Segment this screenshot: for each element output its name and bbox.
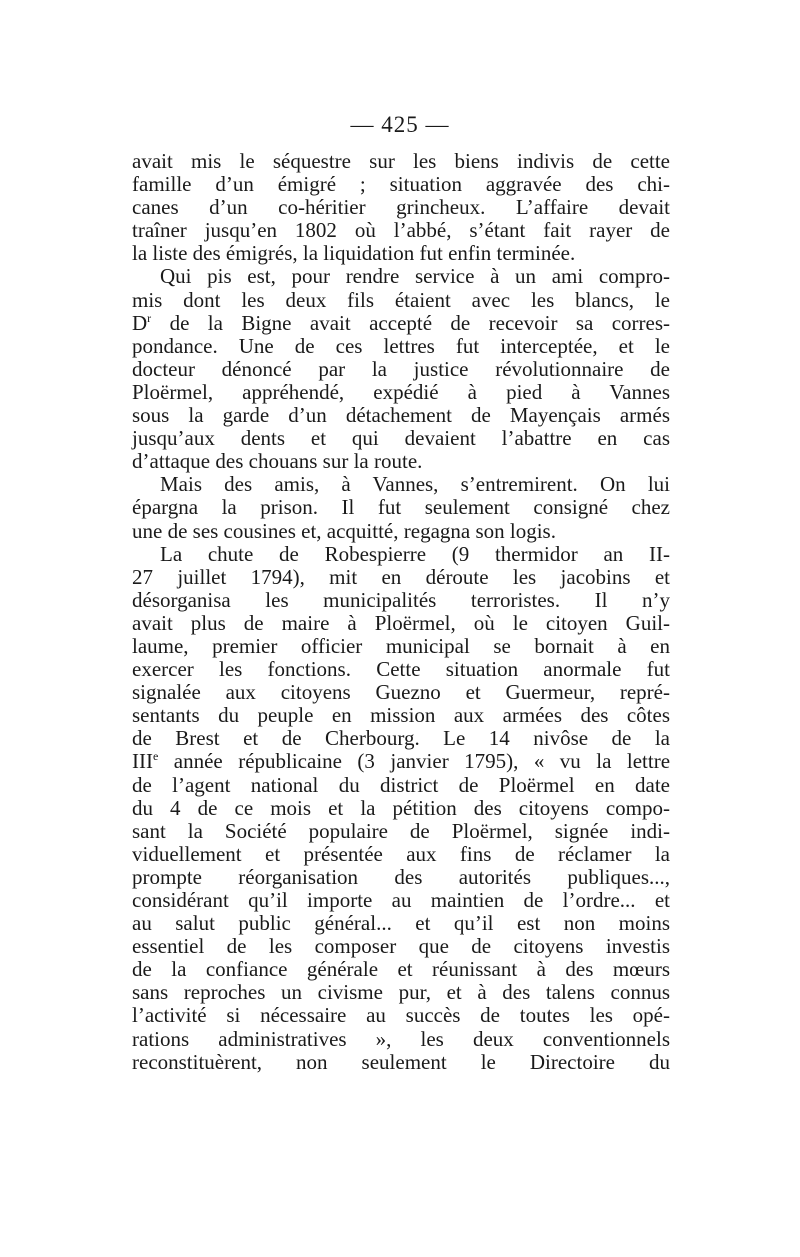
text-line: de l’agent national du district de Ploërmel en date [132,772,670,797]
text-line: sant la Société populaire de Ploërmel, signée indi- [132,818,670,843]
text-line: sous la garde d’un détachement de Mayençais armés [132,403,670,428]
text-line: l’activité si nécessaire au succès de toutes les opé- [132,1003,670,1028]
text-line: désorganisa les municipalités terroristes. Il n’y [132,587,670,612]
text-line: Qui pis est, pour rendre service à un ami compro- [160,264,670,289]
page-number: — 425 — [350,112,450,137]
text-line: La chute de Robespierre (9 thermidor an II- [160,541,670,566]
text-line: la liste des émigrés, la liquidation fut enfin terminée. [132,241,576,266]
text-line: signalée aux citoyens Guezno et Guermeur, repré- [132,680,670,705]
text-line-with-ordinal: IIIe année républicaine (3 janvier 1795), « vu la lettre [132,749,671,774]
text-line: prompte réorganisation des autorités publiques..., [132,864,670,889]
text-line: laume, premier officier municipal se bornait à en [132,633,670,658]
text-line: docteur dénoncé par la justice révolutionnaire de [132,356,670,381]
text-line: sans reproches un civisme pur, et à des talens connus [132,980,670,1005]
text-line: du 4 de ce mois et la pétition des citoyens compo- [132,795,670,820]
text-line: une de ses cousines et, acquitté, regagna son logis. [132,518,556,543]
text-line: essentiel de les composer que de citoyens investis [132,934,670,959]
text-line: avait mis le séquestre sur les biens indivis de cette [132,149,670,173]
doctor-title-abbrev: $D^r$ [132,310,152,335]
text-line: mis dont les deux fils étaient avec les blancs, le [132,287,670,312]
text-line: Mais des amis, à Vannes, s’entremirent. On lui [160,472,670,497]
text-line: au salut public général... et qu’il est non moins [132,911,670,936]
text-line: jusqu’aux dents et qui devaient l’abattre en cas [132,426,670,451]
text-line: Ploërmel, appréhendé, expédié à pied à Vannes [132,379,670,404]
text-line: exercer les fonctions. Cette situation anormale fut [132,657,670,682]
text-line: considérant qu’il importe au maintien de l’ordre... et [132,888,670,912]
text-line-with-title: $D^r$ de la Bigne avait accepté de recevoir sa corres- [132,310,671,335]
text-line: rations administratives », les deux conventionnels [132,1026,670,1051]
text-line: de Brest et de Cherbourg. Le 14 nivôse de la [132,726,670,751]
text-line: de la confiance générale et réunissant à des mœurs [132,957,670,982]
text-line: sentants du peuple en mission aux armées des côtes [132,703,670,728]
text-line: avait plus de maire à Ploërmel, où le citoyen Guil- [132,610,670,635]
text-line: reconstituèrent, non seulement le Directoire du [132,1049,670,1074]
text-line: épargna la prison. Il fut seulement consigné chez [132,495,670,520]
text-line: famille d’un émigré ; situation aggravée des chi- [132,172,670,197]
ordinal-abbrev: IIIe [132,749,159,774]
text-line: 27 juillet 1794), mit en déroute les jacobins et [132,564,670,589]
text-line: pondance. Une de ces lettres fut interceptée, et le [132,333,670,358]
text-line: traîner jusqu’en 1802 où l’abbé, s’étant fait rayer de [132,218,670,243]
text-line: canes d’un co-héritier grincheux. L’affaire devait [132,195,670,220]
text-line: viduellement et présentée aux fins de réclamer la [132,841,670,866]
body-text [132,150,670,1074]
text-line: d’attaque des chouans sur la route. [132,449,423,474]
